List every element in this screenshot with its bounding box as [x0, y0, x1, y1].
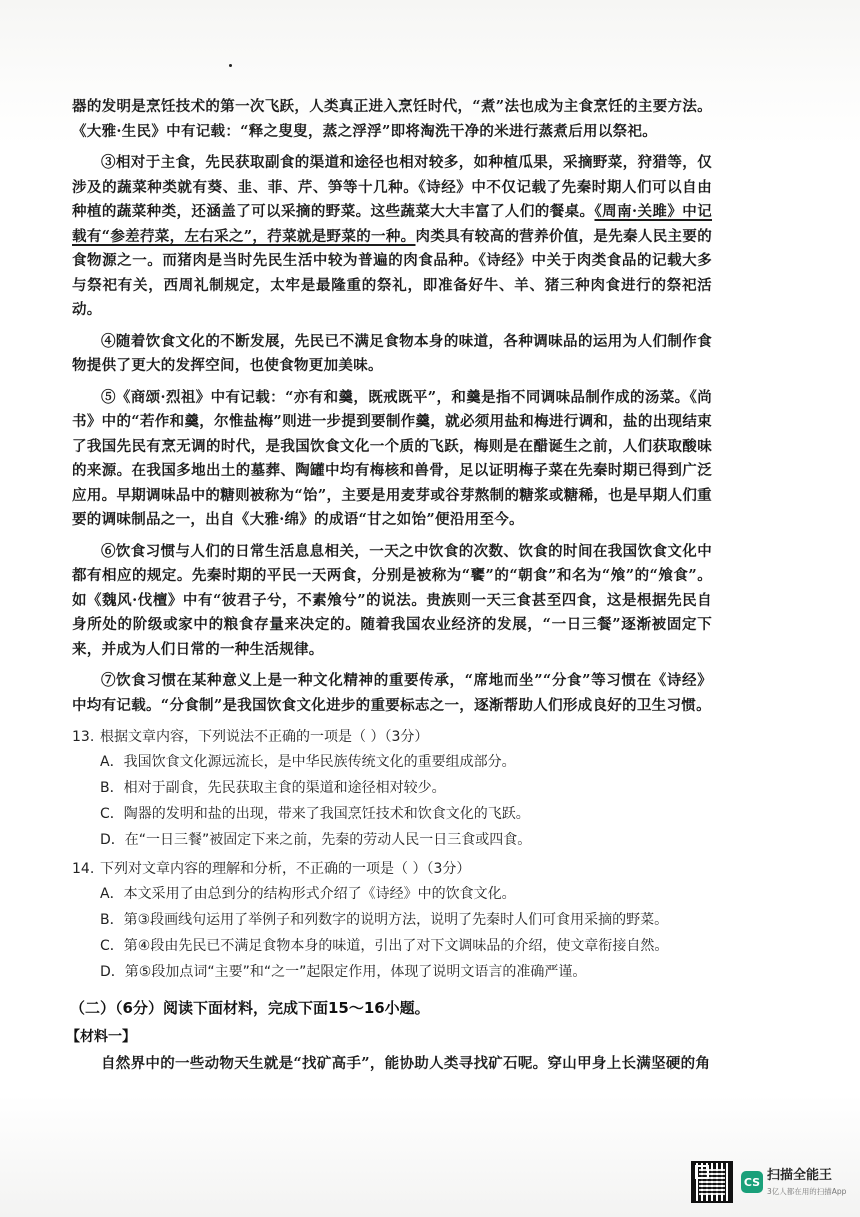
paragraph-continuation: 器的发明是烹饪技术的第一次飞跃，人类真正进入烹饪时代，“煮”法也成为主食烹饪的主要方法。《大雅·生民》中有记载：“释之叟叟，蒸之浮浮”即将淘洗干净的米进行蒸煮后用以祭祀。	[72, 98, 712, 140]
question-13-option-c: C．陶器的发明和盐的出现，带来了我国烹饪技术和饮食文化的飞跃。	[100, 806, 530, 822]
qr-code-icon	[691, 1161, 733, 1203]
paragraph-7: ⑦饮食习惯在某种意义上是一种文化精神的重要传承，“席地而坐”“分食”等习惯在《诗经》中均有记载。“分食制”是我国饮食文化进步的重要标志之一，逐渐帮助人们形成良好的卫生习惯。	[72, 672, 712, 714]
question-13-option-a: A．我国饮食文化源远流长，是中华民族传统文化的重要组成部分。	[100, 754, 516, 770]
underlined-sentence: 《周南·关雎》中记载有“参差荇菜，左右采之”，荇菜就是野菜的一种。	[72, 203, 713, 245]
paragraph-3	[72, 151, 712, 323]
section-heading: （二）（6分）阅读下面材料，完成下面15～16小题。	[70, 999, 430, 1017]
paragraph-3-part-b: 肉类具有较高的营养价值，是先秦人民主要的食物源之一。而猪肉是当时先民生活中较为普遍的肉食品种。《诗经》中关于肉类食品的记载大多与祭祀有关，西周礼制规定，太牢是最隆重的祭礼，即准备好牛、羊、猪三种肉食进行的祭祀活动。	[72, 227, 712, 318]
paragraph-6: ⑥饮食习惯与人们的日常生活息息相关，一天之中饮食的次数、饮食的时间在我国饮食文化中都有相应的规定。先秦时期的平民一天两食，分别是被称为“饔”的“朝食”和名为“飧”的“飧食”。如《魏风·伐檀》中有“彼君子兮，不素飧兮”的说法。贵族则一天三食甚至四食，这是根据先民自身所处的阶级或家中的粮食存量来决定的。随着我国农业经济的发展，“一日三餐”逐渐被固定下来，并成为人们日常的一种生活规律。	[72, 542, 712, 658]
question-number: 14.	[72, 861, 95, 877]
paragraph-4: ④随着饮食文化的不断发展，先民已不满足食物本身的味道，各种调味品的运用为人们制作食物提供了更大的发挥空间，也使食物更加美味。	[72, 332, 712, 374]
question-13	[72, 725, 712, 749]
scanner-watermark	[691, 1161, 846, 1203]
brand-name: 扫描全能王	[767, 1167, 833, 1183]
question-14-option-d: D．第⑤段加点词“主要”和“之一”起限定作用，体现了说明文语言的准确严谨。	[100, 964, 587, 980]
material-paragraph: 自然界中的一些动物天生就是“找矿高手”，能协助人类寻找矿石呢。穿山甲身上长满坚硬的角	[101, 1055, 711, 1072]
question-14-option-c: C．第④段由先民已不满足食物本身的味道，引出了对下文调味品的介绍，使文章衔接自然。	[100, 938, 669, 954]
question-14-option-a: A．本文采用了由总到分的结构形式介绍了《诗经》中的饮食文化。	[100, 886, 516, 902]
camscanner-logo: CS	[741, 1171, 763, 1193]
material-label: 【材料一】	[66, 1029, 136, 1045]
question-stem: 下列对文章内容的理解和分析，不正确的一项是（ ）（3分）	[100, 861, 471, 877]
question-number: 13.	[72, 729, 95, 745]
question-14	[72, 857, 712, 881]
question-stem: 根据文章内容，下列说法不正确的一项是（ ）（3分）	[100, 729, 429, 745]
question-13-option-d: D．在“一日三餐”被固定下来之前，先秦的劳动人民一日三食或四食。	[100, 832, 532, 848]
article-content	[66, 95, 713, 1084]
question-13-option-b: B．相对于副食，先民获取主食的渠道和途径相对较少。	[100, 780, 446, 796]
brand-block	[767, 1168, 846, 1197]
question-14-option-b: B．第③段画线句运用了举例子和列数字的说明方法，说明了先秦时人们可食用采摘的野菜。	[100, 912, 669, 928]
paragraph-5: ⑤《商颂·烈祖》中有记载：“亦有和羹，既戒既平”，和羹是指不同调味品制作成的汤菜。《尚书》中的“若作和羹，尔惟盐梅”则进一步提到要制作羹，就必须用盐和梅进行调和，盐的出现结束了我国先民有烹无调的时代，是我国饮食文化一个质的飞跃，梅则是在醋诞生之前，人们获取酸味的来源。在我国多地出土的墓葬、陶罐中均有梅核和兽骨，足以证明梅子菜在先秦时期已得到广泛应用。早期调味品中的糖则被称为“饴”，主要是用麦芽或谷芽熬制的糖浆或糖稀，也是早期人们重要的调味制品之一，出自《大雅·绵》的成语“甘之如饴”便沿用至今。	[72, 388, 712, 528]
paragraph-3-part-a: ③相对于主食，先民获取副食的渠道和途径也相对较多，如种植瓜果，采摘野菜，狩猎等，仅涉及的蔬菜种类就有葵、韭、菲、芹、笋等十几种。《诗经》中不仅记载了先秦时期人们可以自由种植的蔬菜种类，还涵盖了可以采摘的野菜。这些蔬菜大大丰富了人们的餐桌。	[72, 154, 712, 220]
brand-tagline: 3亿人都在用的扫描App	[767, 1186, 847, 1196]
scan-speck	[229, 64, 232, 67]
